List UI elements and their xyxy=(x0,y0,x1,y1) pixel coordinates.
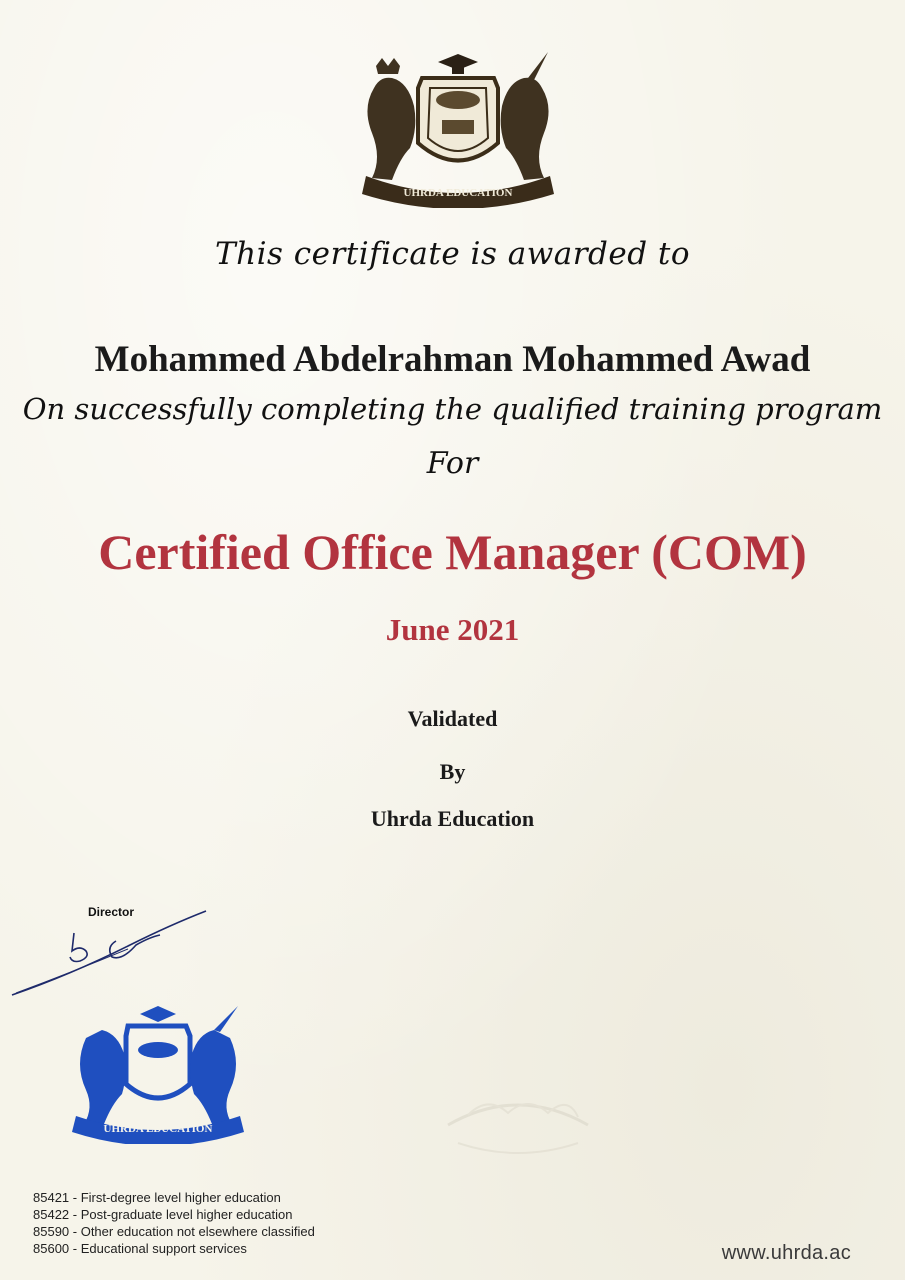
award-date: June 2021 xyxy=(385,612,520,647)
director-signature xyxy=(10,905,210,1000)
completion-line: On successfully completing the qualified training program xyxy=(22,392,883,426)
embossed-seal xyxy=(428,1055,608,1165)
activity-code-item: 85421 - First-degree level higher education xyxy=(33,1190,281,1205)
stamp-banner-text: UHRDA EDUCATION xyxy=(103,1123,213,1135)
crest-banner-text: UHRDA EDUCATION xyxy=(403,187,513,199)
by-label: By xyxy=(439,759,466,784)
for-line: For xyxy=(426,446,479,481)
recipient-name: Mohammed Abdelrahman Mohammed Awad xyxy=(94,339,811,380)
activity-code-item: 85600 - Educational support services xyxy=(33,1241,247,1256)
uhrda-crest-logo xyxy=(352,48,564,208)
director-label: Director xyxy=(88,905,135,919)
validator-name: Uhrda Education xyxy=(370,806,535,831)
activity-codes-list xyxy=(33,1189,315,1257)
activity-code-item: 85590 - Other education not elsewhere classified xyxy=(33,1224,315,1239)
awarded-line: This certificate is awarded to xyxy=(214,236,691,272)
uhrda-stamp xyxy=(68,1004,248,1144)
program-title: Certified Office Manager (COM) xyxy=(98,524,807,580)
validated-label: Validated xyxy=(407,706,498,731)
website-url: www.uhrda.ac xyxy=(721,1242,851,1264)
activity-code-item: 85422 - Post-graduate level higher education xyxy=(33,1207,293,1222)
